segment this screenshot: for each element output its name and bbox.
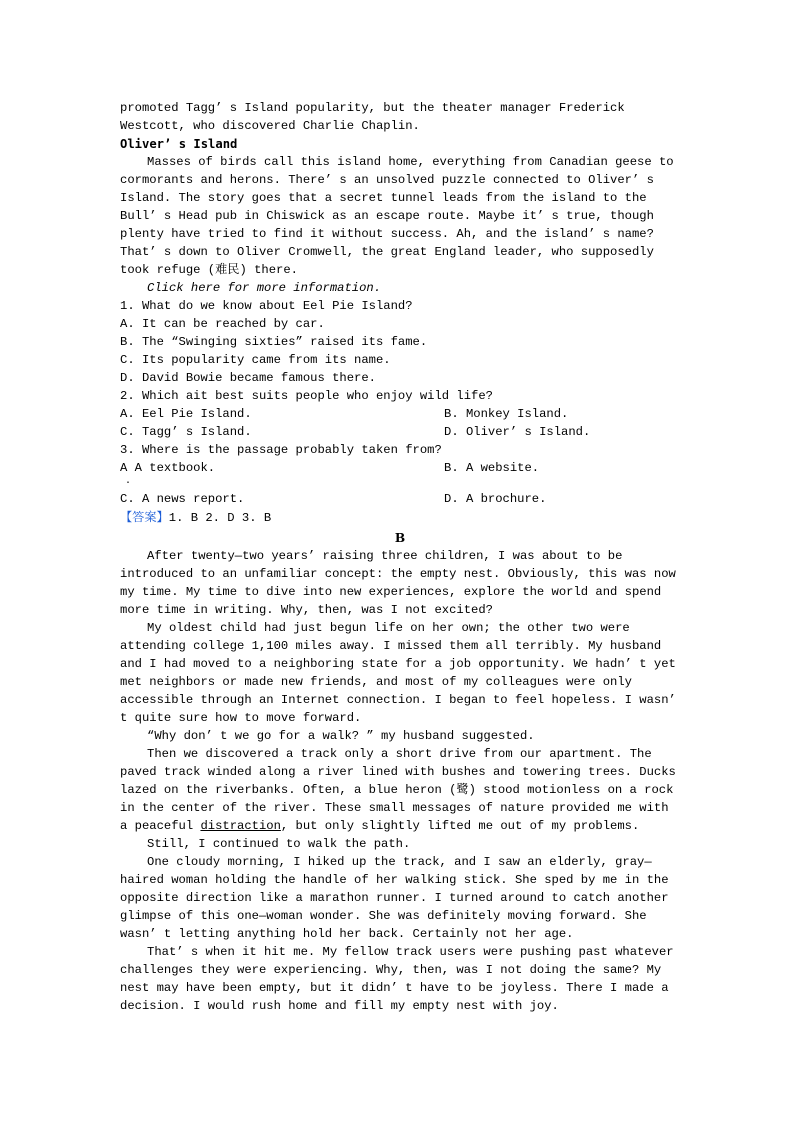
section-b-paragraph-5: Still, I continued to walk the path. [147,837,411,851]
section-b-paragraph-3: “Why don’ t we go for a walk? ” my husband suggested. [147,729,535,743]
question-2-stem: 2. Which ait best suits people who enjoy wild life? [120,389,493,403]
question-3-option-a[interactable]: A A textbook. [120,461,216,475]
document-page [120,99,684,1015]
question-2-row-ab [120,405,680,423]
more-info-link[interactable]: Click here for more information. [147,281,382,295]
section-b-paragraph-1: After twenty—two years’ raising three children, I was about to be introduced to an unfamiliar concept: the empty nest. Obviously, this was now my time. My time to dive into new experiences, explore the world and spend more time in writing. Why, then, was I not excited? [120,549,684,617]
answer-line [120,508,680,527]
question-1-option-b[interactable]: B. The “Swinging sixties” raised its fame. [120,335,428,349]
intro-tail-paragraph: promoted Tagg’ s Island popularity, but the theater manager Frederick Westcott, who discovered Charlie Chaplin. [120,101,632,133]
section-b-paragraph-6: One cloudy morning, I hiked up the track, and I saw an elderly, gray—haired woman holding the handle of her walking stick. She sped by me in the opposite direction like a marathon runner. I turned around to catch another glimpse of this one—woman wonder. She was definitely moving forward. She wasn’ t letting anything hold her back. Certainly not her age. [120,855,676,941]
question-3-row-cd [120,490,680,508]
question-2-option-b[interactable]: B. Monkey Island. [444,407,569,421]
paragraph-4-part-a: Then we discovered a track only a short drive from our apartment. The paved track winded along a river lined with bushes and towering trees. Ducks lazed on the riverbanks. Often, a blue heron (鹭) stood motionless on a rock in the center of the river. These small messages of nature provided me with a peaceful [120,747,684,833]
paragraph-4-part-b: , but only slightly lifted me out of my problems. [280,819,640,833]
question-3-option-b[interactable]: B. A website. [444,461,540,475]
question-2-option-d[interactable]: D. Oliver’ s Island. [444,425,591,439]
question-1-option-d[interactable]: D. David Bowie became famous there. [120,371,376,385]
oliver-island-paragraph: Masses of birds call this island home, everything from Canadian geese to cormorants and herons. There’ s an unsolved puzzle connected to Oliver’ s Island. The story goes that a secret tunnel leads from the island to the Bull’ s Head pub in Chiswick as an escape route. Maybe it’ s true, though plenty have tried to find it without success. Ah, and the island’ s name? That’ s down to Oliver Cromwell, the great England leader, who supposedly took refuge (难民) there. [120,155,681,277]
section-b-paragraph-2: My oldest child had just begun life on her own; the other two were attending college 1,100 miles away. I missed them all terribly. My husband and I had moved to a neighboring state for a job opportunity. We hadn’ t yet met neighbors or made new friends, and most of my colleagues were only accessible through an Internet connection. I began to feel hopeless. I wasn’ t quite sure how to move forward. [120,621,684,725]
oliver-island-heading: Oliver’ s Island [120,137,238,151]
question-2-row-cd [120,423,680,441]
question-3-option-c[interactable]: C. A news report. [120,492,245,506]
underlined-word-distraction: distraction [200,819,281,833]
question-1-option-c[interactable]: C. Its popularity came from its name. [120,353,391,367]
answer-values: 1. B 2. D 3. B [168,511,272,525]
question-3-option-d[interactable]: D. A brochure. [444,492,547,506]
section-b-title: B [394,531,406,545]
stray-dot-mark: · [125,478,132,489]
section-b-paragraph-7: That’ s when it hit me. My fellow track users were pushing past whatever challenges they were experiencing. Why, then, was I not doing the same? My nest may have been empty, but it didn’ t have to be joyless. There I made a decision. I would rush home and fill my empty nest with joy. [120,945,681,1013]
question-1-option-a[interactable]: A. It can be reached by car. [120,317,325,331]
question-2-option-a[interactable]: A. Eel Pie Island. [120,407,252,421]
answer-tag: 【答案】 [120,510,169,524]
section-b-paragraph-4 [120,745,684,835]
question-3-stem: 3. Where is the passage probably taken from? [120,443,442,457]
question-3-row-ab [120,459,680,477]
question-1-stem: 1. What do we know about Eel Pie Island? [120,299,413,313]
question-2-option-c[interactable]: C. Tagg’ s Island. [120,425,252,439]
